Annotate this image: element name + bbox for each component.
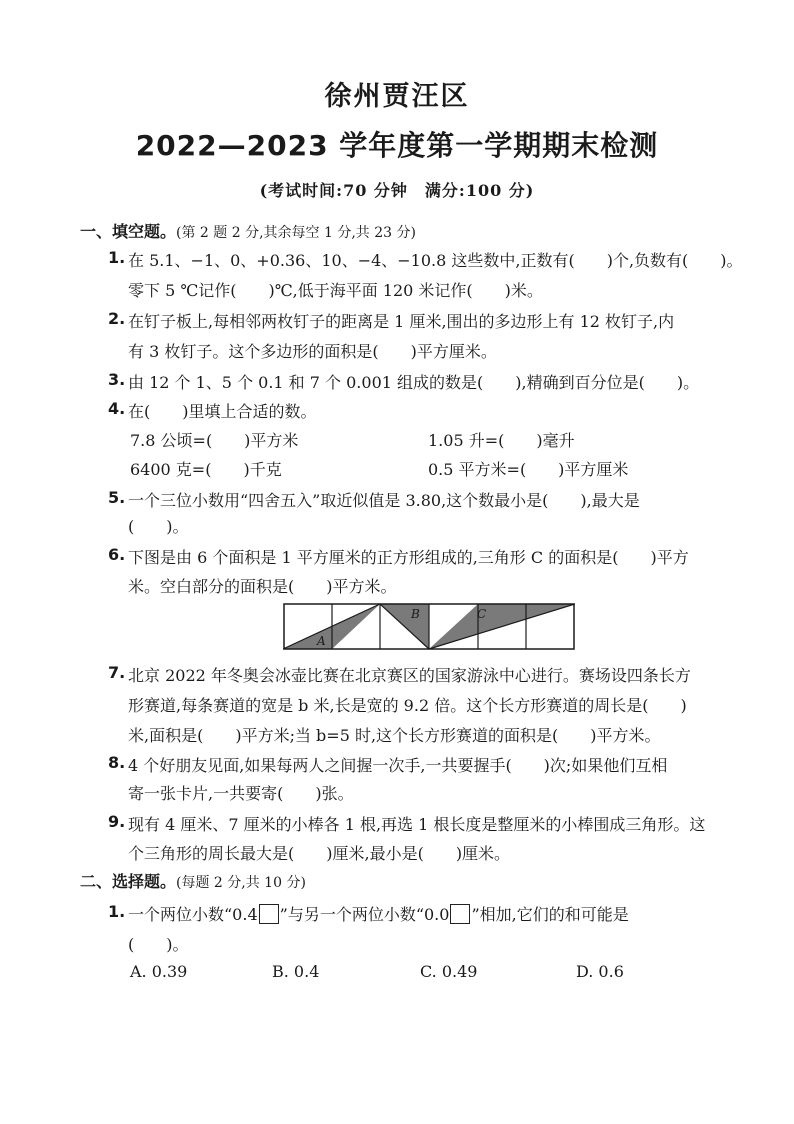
q3-number: 3. <box>108 370 126 389</box>
q2-line2: 有 3 枚钉子。这个多边形的面积是( )平方厘米。 <box>128 342 497 361</box>
label-a: A <box>317 634 326 648</box>
q4-item-c: 6400 克=( )千克 <box>130 460 282 479</box>
section1-title: 一、填空题。 <box>80 222 177 241</box>
option-a: A. 0.39 <box>130 962 188 981</box>
q4-item-d: 0.5 平方米=( )平方厘米 <box>428 460 629 479</box>
section2-heading <box>80 869 306 892</box>
q9-line2: 个三角形的周长最大是( )厘米,最小是( )厘米。 <box>128 844 511 863</box>
region-title: 徐州贾汪区 <box>324 81 470 112</box>
q8-number: 8. <box>108 753 126 772</box>
q6-line1: 下图是由 6 个面积是 1 平方厘米的正方形组成的,三角形 C 的面积是( )平方 <box>128 548 689 567</box>
q8-line2: 寄一张卡片,一共要寄( )张。 <box>128 784 354 803</box>
section2-note: (每题 2 分,共 10 分) <box>176 875 306 891</box>
q7-line1: 北京 2022 年冬奥会冰壶比赛在北京赛区的国家游泳中心进行。赛场设四条长方 <box>128 666 691 685</box>
q5-line2: ( )。 <box>128 517 189 536</box>
exam-title: 2022—2023 学年度第一学期期末检测 <box>135 129 659 162</box>
s2-q1-text-c: ”相加,它们的和可能是 <box>471 905 629 924</box>
s2-q1-line2: ( )。 <box>128 935 189 954</box>
blank-box <box>259 904 279 924</box>
s2-q1-number: 1. <box>108 902 126 921</box>
q1-line2: 零下 5 ℃记作( )℃,低于海平面 120 米记作( )米。 <box>128 281 543 300</box>
q1-line1: 在 5.1、−1、0、+0.36、10、−4、−10.8 这些数中,正数有( )个,负数有( )。 <box>128 251 743 270</box>
q3-line1: 由 12 个 1、5 个 0.1 和 7 个 0.001 组成的数是( ),精确到百分位是( )。 <box>128 373 700 392</box>
q5-line1: 一个三位小数用“四舍五入”取近似值是 3.80,这个数最小是( ),最大是 <box>128 491 640 510</box>
q4-number: 4. <box>108 399 126 418</box>
q7-line2: 形赛道,每条赛道的宽是 b 米,长是宽的 9.2 倍。这个长方形赛道的周长是( ) <box>128 696 687 715</box>
q4-item-a: 7.8 公顷=( )平方米 <box>130 431 299 450</box>
s2-q1-line1 <box>128 902 629 925</box>
q2-line1: 在钉子板上,每相邻两枚钉子的距离是 1 厘米,围出的多边形上有 12 枚钉子,内 <box>128 312 675 331</box>
label-b: B <box>411 607 420 621</box>
blank-box <box>450 904 470 924</box>
label-c: C <box>477 607 487 621</box>
s2-q1-text-a: 一个两位小数“0.4 <box>128 905 258 924</box>
q7-number: 7. <box>108 663 126 682</box>
q4-item-b: 1.05 升=( )毫升 <box>428 431 575 450</box>
q6-number: 6. <box>108 545 126 564</box>
q5-number: 5. <box>108 488 126 507</box>
q9-line1: 现有 4 厘米、7 厘米的小棒各 1 根,再选 1 根长度是整厘米的小棒围成三角形。这 <box>128 815 706 834</box>
option-b: B. 0.4 <box>272 962 320 981</box>
squares-triangles-figure <box>283 603 575 655</box>
q8-line1: 4 个好朋友见面,如果每两人之间握一次手,一共要握手( )次;如果他们互相 <box>128 756 668 775</box>
section2-title: 二、选择题。 <box>80 872 177 891</box>
section1-note: (第 2 题 2 分,其余每空 1 分,共 23 分) <box>176 225 416 241</box>
q2-number: 2. <box>108 309 126 328</box>
s2-q1-text-b: ”与另一个两位小数“0.0 <box>279 905 450 924</box>
q6-line2: 米。空白部分的面积是( )平方米。 <box>128 577 397 596</box>
q7-line3: 米,面积是( )平方米;当 b=5 时,这个长方形赛道的面积是( )平方米。 <box>128 726 661 745</box>
exam-info: (考试时间:70 分钟 满分:100 分) <box>259 181 535 200</box>
section1-heading <box>80 219 416 242</box>
option-c: C. 0.49 <box>420 962 478 981</box>
option-d: D. 0.6 <box>576 962 624 981</box>
q4-line1: 在( )里填上合适的数。 <box>128 402 317 421</box>
q9-number: 9. <box>108 812 126 831</box>
q1-number: 1. <box>108 248 126 267</box>
figure-svg <box>283 603 575 651</box>
